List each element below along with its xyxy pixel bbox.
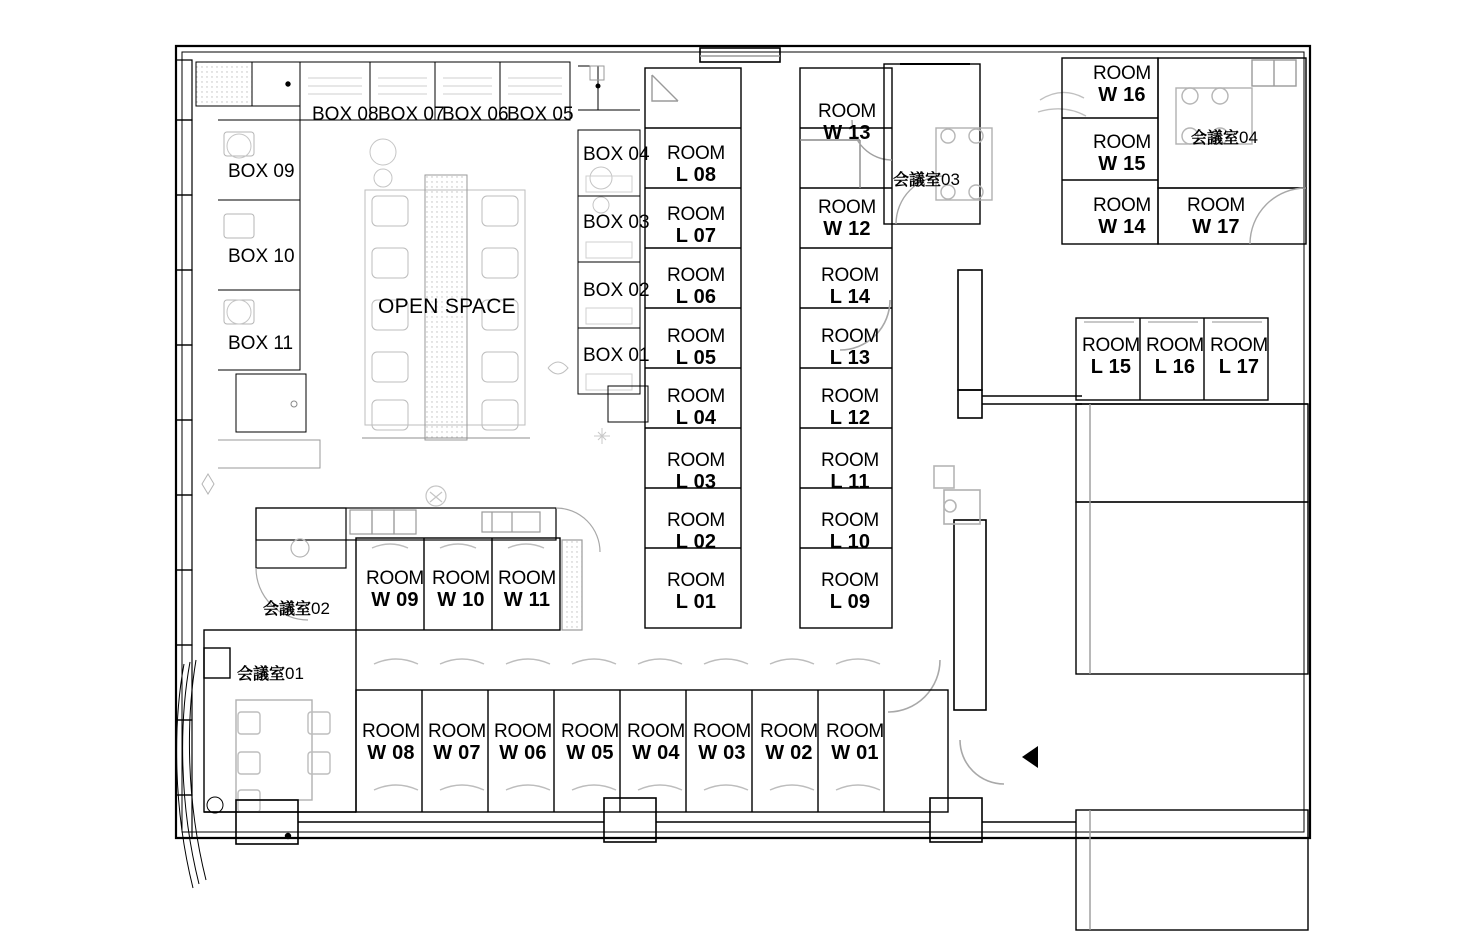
room-kind: ROOM xyxy=(627,721,685,742)
room-code: L 07 xyxy=(675,225,717,248)
room-code: L 05 xyxy=(675,347,717,370)
room-code: L 14 xyxy=(829,286,871,309)
room-kind: ROOM xyxy=(494,721,552,742)
room-label-w14 xyxy=(1080,195,1164,239)
meeting-room-label-01 xyxy=(237,661,304,684)
room-kind: ROOM xyxy=(1210,335,1268,356)
room-code: L 12 xyxy=(829,407,871,430)
room-code: L 02 xyxy=(675,531,717,554)
room-kind: ROOM xyxy=(366,568,424,589)
room-label-l10 xyxy=(808,510,892,554)
room-label-l01 xyxy=(652,570,740,614)
room-label-w05 xyxy=(557,721,623,765)
room-code: W 07 xyxy=(433,742,481,765)
room-label-l15 xyxy=(1079,335,1143,379)
room-code: W 05 xyxy=(566,742,614,765)
entrance-arrow-icon xyxy=(1022,746,1038,768)
room-code: L 03 xyxy=(675,471,717,494)
room-label-w04 xyxy=(623,721,689,765)
room-code: W 11 xyxy=(503,589,551,612)
room-code: L 17 xyxy=(1218,356,1260,379)
room-label-l12 xyxy=(808,386,892,430)
room-kind: ROOM xyxy=(821,265,879,286)
room-kind: ROOM xyxy=(667,204,725,225)
room-kind: ROOM xyxy=(1187,195,1245,216)
room-kind: ROOM xyxy=(667,143,725,164)
room-label-l11 xyxy=(808,450,892,494)
room-code: L 09 xyxy=(829,591,871,614)
meeting-room-name-03: 会議室 xyxy=(893,172,942,189)
room-label-l03 xyxy=(652,450,740,494)
box-label-box06: BOX 06 xyxy=(442,104,509,125)
room-kind: ROOM xyxy=(1093,63,1151,84)
room-kind: ROOM xyxy=(760,721,818,742)
open-space-label: OPEN SPACE xyxy=(378,295,516,318)
left-curved-facade xyxy=(177,660,223,888)
box-label-box05: BOX 05 xyxy=(507,104,574,125)
room-label-w12 xyxy=(805,197,889,241)
room-kind: ROOM xyxy=(821,386,879,407)
room-label-l16 xyxy=(1143,335,1207,379)
box-label-box04: BOX 04 xyxy=(583,144,650,165)
room-kind: ROOM xyxy=(561,721,619,742)
meeting-room-label-04 xyxy=(1191,125,1258,148)
room-code: L 06 xyxy=(675,286,717,309)
room-code: L 16 xyxy=(1154,356,1196,379)
room-code: W 06 xyxy=(499,742,547,765)
meeting-room-num-02: 02 xyxy=(311,599,330,618)
box-label-box03: BOX 03 xyxy=(583,212,650,233)
room-code: W 09 xyxy=(371,589,419,612)
room-label-l08 xyxy=(652,143,740,187)
room-kind: ROOM xyxy=(693,721,751,742)
room-kind: ROOM xyxy=(667,510,725,531)
meeting-room-name-01: 会議室 xyxy=(237,666,286,683)
room-label-l13 xyxy=(808,326,892,370)
room-code: W 08 xyxy=(367,742,415,765)
room-code: W 01 xyxy=(831,742,879,765)
room-kind: ROOM xyxy=(498,568,556,589)
room-label-w11 xyxy=(494,568,560,612)
room-label-w09 xyxy=(362,568,428,612)
room-label-w16 xyxy=(1080,63,1164,107)
room-kind: ROOM xyxy=(667,386,725,407)
room-label-w17 xyxy=(1174,195,1258,239)
room-label-w01 xyxy=(822,721,888,765)
room-label-w06 xyxy=(490,721,556,765)
room-kind: ROOM xyxy=(818,197,876,218)
room-label-w10 xyxy=(428,568,494,612)
room-kind: ROOM xyxy=(362,721,420,742)
room-label-w13 xyxy=(805,101,889,145)
room-kind: ROOM xyxy=(1146,335,1204,356)
room-code: L 11 xyxy=(830,471,870,494)
room-code: W 16 xyxy=(1098,84,1146,107)
room-kind: ROOM xyxy=(667,570,725,591)
room-code: W 17 xyxy=(1192,216,1240,239)
room-label-l07 xyxy=(652,204,740,248)
room-kind: ROOM xyxy=(826,721,884,742)
room-code: W 14 xyxy=(1098,216,1146,239)
room-code: W 04 xyxy=(632,742,680,765)
room-code: L 01 xyxy=(675,591,717,614)
box-label-box09: BOX 09 xyxy=(228,161,295,182)
room-label-w07 xyxy=(424,721,490,765)
top-center-block xyxy=(700,48,780,62)
box-label-box01: BOX 01 xyxy=(583,345,650,366)
room-kind: ROOM xyxy=(1093,195,1151,216)
room-code: L 13 xyxy=(829,347,871,370)
box-label-box10: BOX 10 xyxy=(228,246,295,267)
meeting-room-num-04: 04 xyxy=(1239,128,1258,147)
room-code: W 12 xyxy=(823,218,871,241)
room-code: W 03 xyxy=(698,742,746,765)
room-code: W 13 xyxy=(823,122,871,145)
room-kind: ROOM xyxy=(667,450,725,471)
room-label-l17 xyxy=(1207,335,1271,379)
room-kind: ROOM xyxy=(432,568,490,589)
room-label-w15 xyxy=(1080,132,1164,176)
box-label-box08: BOX 08 xyxy=(312,104,379,125)
planter-topleft xyxy=(196,62,300,106)
room-code: W 10 xyxy=(437,589,485,612)
meeting-room-01-02 xyxy=(204,630,356,812)
meeting-room-03 xyxy=(884,64,1086,224)
room-label-w02 xyxy=(756,721,822,765)
open-space-furniture xyxy=(362,139,612,440)
room-kind: ROOM xyxy=(821,450,879,471)
room-kind: ROOM xyxy=(667,265,725,286)
room-label-l09 xyxy=(808,570,892,614)
meeting-room-label-02 xyxy=(263,596,330,619)
room-code: W 02 xyxy=(765,742,813,765)
box-label-box07: BOX 07 xyxy=(378,104,445,125)
room-kind: ROOM xyxy=(428,721,486,742)
meeting-room-num-03: 03 xyxy=(941,170,960,189)
room-kind: ROOM xyxy=(818,101,876,122)
right-lower-block xyxy=(1076,404,1308,930)
room-code: L 04 xyxy=(675,407,717,430)
room-label-l14 xyxy=(808,265,892,309)
room-label-w08 xyxy=(358,721,424,765)
room-code: L 08 xyxy=(675,164,717,187)
room-code: W 15 xyxy=(1098,153,1146,176)
meeting-room-num-01: 01 xyxy=(285,664,304,683)
room-kind: ROOM xyxy=(821,570,879,591)
meeting-room-name-04: 会議室 xyxy=(1191,130,1240,147)
room-label-l05 xyxy=(652,326,740,370)
room-kind: ROOM xyxy=(1093,132,1151,153)
box-label-box11: BOX 11 xyxy=(228,333,294,354)
room-kind: ROOM xyxy=(821,510,879,531)
room-kind: ROOM xyxy=(1082,335,1140,356)
meeting-room-label-03 xyxy=(893,167,960,190)
box-label-box02: BOX 02 xyxy=(583,280,650,301)
room-label-w03 xyxy=(689,721,755,765)
room-kind: ROOM xyxy=(667,326,725,347)
room-label-l04 xyxy=(652,386,740,430)
room-label-l06 xyxy=(652,265,740,309)
room-kind: ROOM xyxy=(821,326,879,347)
room-label-l02 xyxy=(652,510,740,554)
room-code: L 10 xyxy=(829,531,871,554)
meeting-room-name-02: 会議室 xyxy=(263,601,312,618)
room-code: L 15 xyxy=(1090,356,1132,379)
